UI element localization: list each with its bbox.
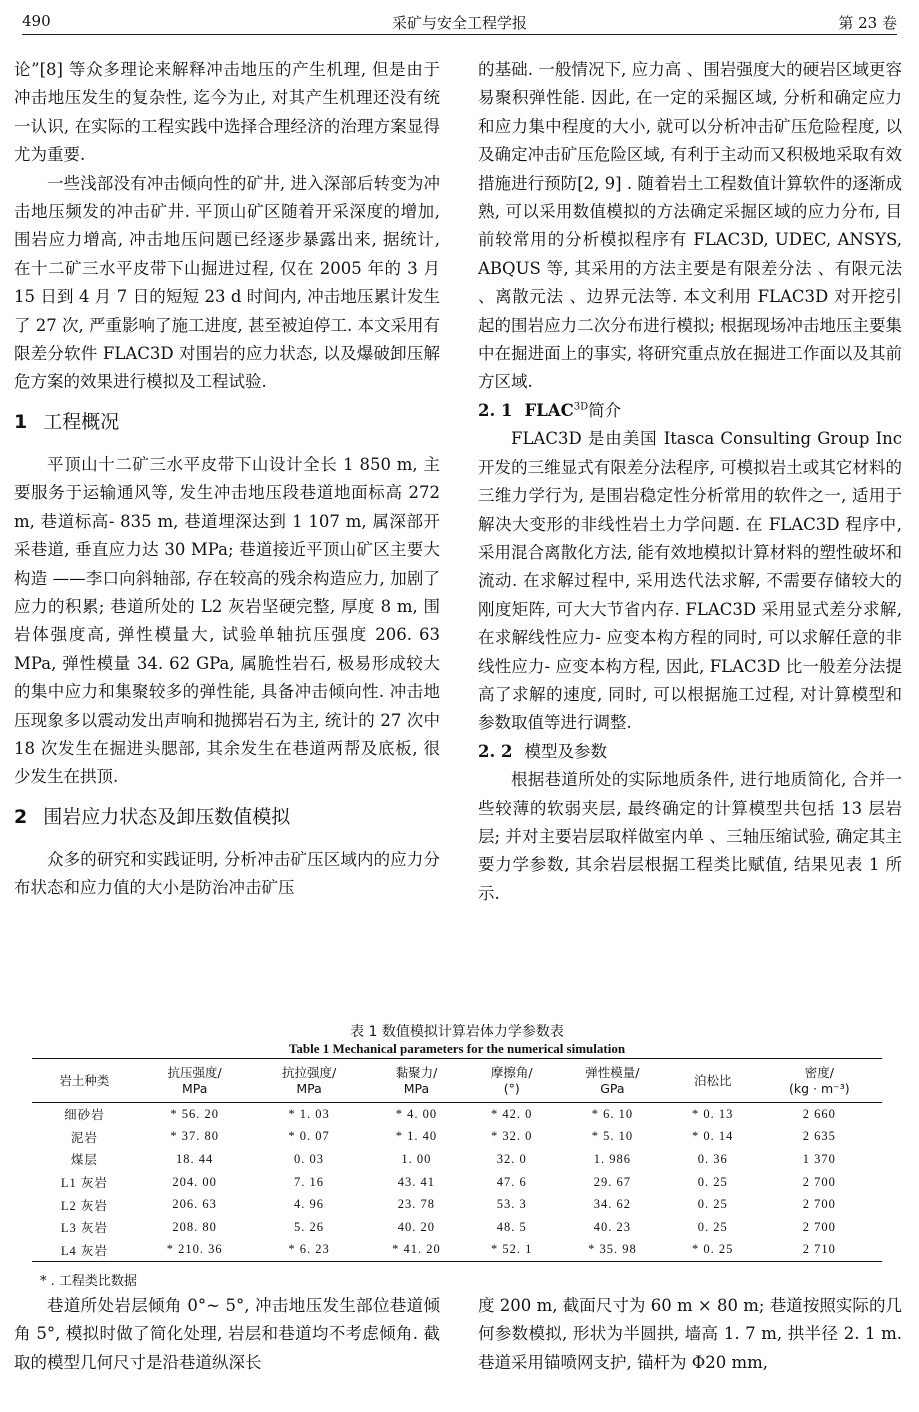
paragraph: 论”[8] 等众多理论来解释冲击地压的产生机理, 但是由于冲击地压发生的复杂性, 迄今为止, 对其产生机理还没有统一认识, 在实际的工程实践中选择合理经济的治理方案显得尤为重要. bbox=[14, 60, 440, 165]
table-body bbox=[32, 1103, 882, 1262]
table-cell: * 0. 13 bbox=[692, 1106, 734, 1121]
table-cell: 煤层 bbox=[70, 1153, 98, 1168]
section-title: 围岩应力状态及卸压数值模拟 bbox=[43, 805, 291, 828]
table-cell: 29. 67 bbox=[593, 1174, 631, 1189]
table-cell: * 0. 14 bbox=[692, 1129, 734, 1144]
table-cell: * 0. 25 bbox=[692, 1242, 734, 1257]
table-cell: * 35. 98 bbox=[588, 1242, 637, 1257]
table-header-text: 弹性模量/ bbox=[585, 1065, 640, 1080]
paragraph: 巷道所处岩层倾角 0°~ 5°, 冲击地压发生部位巷道倾角 5°, 模拟时做了简化处理, 岩层和巷道均不考虑倾角. 截取的模型几何尺寸是沿巷道纵深长 bbox=[14, 1296, 440, 1372]
table-row bbox=[32, 1216, 882, 1239]
table-note: * . 工程类比数据 bbox=[40, 1274, 137, 1289]
table-cell: 1. 00 bbox=[401, 1151, 432, 1166]
table-header-text: MPa bbox=[296, 1081, 322, 1096]
table-cell: * 42. 0 bbox=[491, 1106, 533, 1121]
table-cell: * 0. 07 bbox=[288, 1129, 330, 1144]
table-header-text: 岩土种类 bbox=[59, 1073, 110, 1088]
table-cell: * 56. 20 bbox=[170, 1106, 219, 1121]
section-title: 工程概况 bbox=[43, 410, 120, 433]
table-cell: 泥岩 bbox=[70, 1130, 98, 1145]
table-cell: * 210. 36 bbox=[166, 1242, 223, 1257]
subsection-heading-2-2 bbox=[478, 738, 902, 766]
table-cell: 2 700 bbox=[802, 1219, 836, 1234]
table-cell: L4 灰岩 bbox=[60, 1243, 108, 1258]
subsection-number: 2. 1 bbox=[478, 400, 513, 420]
table-cell: * 1. 03 bbox=[288, 1106, 330, 1121]
section-number: 2 bbox=[14, 805, 28, 828]
table-header-cell bbox=[757, 1059, 882, 1103]
table-cell: * 5. 10 bbox=[591, 1129, 634, 1144]
table-cell: L1 灰岩 bbox=[60, 1176, 108, 1191]
table-row bbox=[32, 1126, 882, 1149]
page-header bbox=[22, 8, 897, 35]
table-header-text: MPa bbox=[403, 1081, 430, 1096]
section-heading-1 bbox=[14, 407, 440, 437]
paragraph: 根据巷道所处的实际地质条件, 进行地质简化, 合并一些较薄的软弱夹层, 最终确定的计算模型共包括 13 层岩层; 并对主要岩层取样做室内单 、三轴压缩试验, 确定其主要力学参数, 其余岩层根据工程类比赋值, 结果见表 1 所示. bbox=[478, 770, 902, 903]
subsection-title bbox=[524, 401, 621, 420]
table-cell: 0. 25 bbox=[697, 1219, 728, 1234]
right-column bbox=[478, 56, 902, 908]
table-cell: 206. 63 bbox=[172, 1197, 217, 1212]
table-row bbox=[32, 1171, 882, 1194]
table-cell: 1. 986 bbox=[593, 1151, 631, 1166]
right-column-bottom bbox=[478, 1292, 902, 1377]
table-cell: * 37. 80 bbox=[170, 1129, 219, 1144]
table-row bbox=[32, 1193, 882, 1216]
table-header-cell bbox=[556, 1059, 669, 1103]
table-cell: * 32. 0 bbox=[491, 1129, 533, 1144]
table-header-text: 抗压强度/ bbox=[167, 1065, 222, 1080]
subsection-title-rest: 简介 bbox=[588, 400, 622, 420]
table-cell: * 6. 23 bbox=[288, 1242, 330, 1257]
left-column-bottom bbox=[14, 1292, 440, 1377]
table-header-text: GPa bbox=[600, 1081, 625, 1096]
subsection-number: 2. 2 bbox=[478, 741, 513, 761]
table-cell: * 1. 40 bbox=[395, 1129, 438, 1144]
table-cell: 0. 25 bbox=[697, 1174, 728, 1189]
table-row bbox=[32, 1239, 882, 1262]
table-header-text: (°) bbox=[503, 1081, 520, 1096]
paragraph: 的基础. 一般情况下, 应力高 、围岩强度大的硬岩区域更容易聚积弹性能. 因此, 在一定的采掘区域, 分析和确定应力和应力集中程度的大小, 就可以分析冲击矿压危险程度, 以及确定冲击矿压危险区域, 有利于主动而又积极地采取有效措施进行预防[2, 9] . 随着岩土工程数值计算软件的逐渐成熟, 可以采用数值模拟的方法确定采掘区域的应力分布, 目前较常用的分析模拟程序有 FLAC3D, UDEC, ANSYS, ABQUS 等, 其采用的方法主要是有限差分法 、有限元法 、离散元法 、边界元法等. 本文利用 FLAC3D 对开挖引起的围岩应力二次分布进行模拟; 根据现场冲击地压主要集中在掘进面上的事实, 将研究重点放在掘进工作面以及其前方区域. bbox=[478, 60, 902, 392]
table-header-cell bbox=[32, 1059, 137, 1103]
table-header-text: 黏聚力/ bbox=[395, 1065, 438, 1080]
table-cell: 2 700 bbox=[802, 1197, 836, 1212]
table-cell: 0. 03 bbox=[294, 1151, 325, 1166]
table-header-row bbox=[32, 1059, 882, 1103]
table-header-text: 泊松比 bbox=[693, 1073, 732, 1088]
table-cell: 48. 5 bbox=[496, 1219, 527, 1234]
table-cell: 47. 6 bbox=[496, 1174, 527, 1189]
table-cell: * 52. 1 bbox=[491, 1242, 533, 1257]
table-header-cell bbox=[137, 1059, 253, 1103]
table-header-text: 密度/ bbox=[804, 1065, 834, 1080]
subsection-heading-2-1 bbox=[478, 397, 902, 425]
table-cell: 7. 16 bbox=[294, 1174, 325, 1189]
paragraph: 一些浅部没有冲击倾向性的矿井, 进入深部后转变为冲击地压频发的冲击矿井. 平顶山矿区随着开采深度的增加, 围岩应力增高, 冲击地压问题已经逐步暴露出来, 据统计, 在十二矿三水平皮带下山掘进过程, 仅在 2005 年的 3 月 15 日到 4 月 7 日的短短 23 d 时间内, 冲击地压累计发生了 27 次, 严重影响了施工进度, 甚至被迫停工. 本文采用有限差分软件 FLAC3D 对围岩的应力状态, 以及爆破卸压解危方案的效果进行模拟及工程试验. bbox=[14, 173, 440, 392]
left-column bbox=[14, 56, 440, 903]
table-cell: 5. 26 bbox=[294, 1219, 325, 1234]
table-header-text: 摩擦角/ bbox=[490, 1065, 533, 1080]
section-number: 1 bbox=[14, 410, 28, 433]
page-number: 490 bbox=[22, 12, 51, 30]
parameters-table bbox=[32, 1058, 882, 1262]
paragraph: FLAC3D 是由美国 Itasca Consulting Group Inc 开发的三维显式有限差分法程序, 可模拟岩土或其它材料的三维力学行为, 是围岩稳定性分析常用的软件之一, 适用于解决大变形的非线性岩土力学问题. 在 FLAC3D 程序中, 采用混合离散化方法, 能有效地模拟计算材料的塑性破坏和流动. 在求解过程中, 采用迭代法求解, 不需要存储较大的刚度矩阵, 可大大节省内存. FLAC3D 采用显式差分求解, 在求解线性应力- 应变本构方程的同时, 可以求解任意的非线性应力- 应变本构方程, 因此, FLAC3D 比一般差分法提高了求解的速度, 同时, 可以根据施工过程, 对计算模型和参数取值等进行调整. bbox=[478, 429, 902, 733]
paragraph: 平顶山十二矿三水平皮带下山设计全长 1 850 m, 主要服务于运输通风等, 发生冲击地压段巷道地面标高 272 m, 巷道标高- 835 m, 巷道埋深达到 1 107 m, 属深部开采巷道, 垂直应力达 30 MPa; 巷道接近平顶山矿区主要大构造 ——李口向斜轴部, 存在较高的残余构造应力, 加剧了应力的积累; 巷道所处的 L2 灰岩坚硬完整, 厚度 8 m, 围岩体强度高, 弹性模量大, 试验单轴抗压强度 206. 63 MPa, 弹性模量 34. 62 GPa, 属脆性岩石, 极易形成较大的集中应力和集聚较多的弹性能, 具备冲击倾向性. 冲击地压现象多以震动发出声响和抛掷岩石为主, 统计的 27 次中 18 次发生在掘进头腮部, 其余发生在巷道两帮及底板, 很少发生在拱顶. bbox=[14, 454, 440, 787]
table-cell: 43. 41 bbox=[397, 1174, 436, 1189]
journal-name: 采矿与安全工程学报 bbox=[391, 14, 527, 32]
table-cell: 1 370 bbox=[802, 1151, 836, 1166]
table-cell: * 41. 20 bbox=[392, 1242, 441, 1257]
table-header-text: MPa bbox=[181, 1081, 208, 1096]
table-header-cell bbox=[253, 1059, 366, 1103]
table-header-cell bbox=[467, 1059, 556, 1103]
table-cell: 23. 78 bbox=[397, 1197, 436, 1212]
table-caption-en: Table 1 Mechanical parameters for the numerical simulation bbox=[288, 1041, 626, 1056]
table-cell: 18. 44 bbox=[176, 1151, 214, 1166]
table-cell: * 6. 10 bbox=[591, 1106, 634, 1121]
table-cell: 204. 00 bbox=[172, 1174, 217, 1189]
table-header-cell bbox=[669, 1059, 757, 1103]
section-heading-2 bbox=[14, 802, 440, 832]
table-header-text: 抗拉强度/ bbox=[281, 1065, 337, 1080]
table-header-cell bbox=[365, 1059, 467, 1103]
table-cell: 40. 20 bbox=[397, 1219, 436, 1234]
table-cell: 细砂岩 bbox=[64, 1108, 105, 1123]
table-cell: 2 710 bbox=[802, 1242, 836, 1257]
table-header-text: (kg · m⁻³) bbox=[789, 1081, 850, 1096]
table-cell: 2 660 bbox=[802, 1106, 836, 1121]
subsection-title: 模型及参数 bbox=[524, 741, 607, 761]
table-cell: 40. 23 bbox=[593, 1219, 631, 1234]
table-row bbox=[32, 1103, 882, 1126]
table-caption-cn: 表 1 数值模拟计算岩体力学参数表 bbox=[350, 1024, 564, 1040]
subsection-title-sup: 3D bbox=[573, 401, 589, 413]
table-cell: 53. 3 bbox=[496, 1197, 527, 1212]
paragraph: 度 200 m, 截面尺寸为 60 m × 80 m; 巷道按照实际的几何参数模拟, 形状为半圆拱, 墙高 1. 7 m, 拱半径 2. 1 m. 巷道采用锚喷网支护, 锚杆为 Φ20 mm, bbox=[478, 1296, 902, 1372]
table-cell: L2 灰岩 bbox=[60, 1198, 108, 1213]
table-cell: 2 635 bbox=[802, 1129, 836, 1144]
table-cell: L3 灰岩 bbox=[60, 1221, 108, 1236]
table-cell: 4. 96 bbox=[294, 1197, 325, 1212]
table-cell: 208. 80 bbox=[172, 1219, 217, 1234]
table-cell: 32. 0 bbox=[496, 1151, 527, 1166]
parameters-table-block bbox=[32, 1024, 882, 1262]
table-cell: 2 700 bbox=[802, 1174, 836, 1189]
table-cell: 34. 62 bbox=[593, 1197, 631, 1212]
subsection-title-main: FLAC bbox=[524, 400, 574, 420]
volume-label: 第 23 卷 bbox=[838, 14, 897, 32]
paragraph: 众多的研究和实践证明, 分析冲击矿压区域内的应力分布状态和应力值的大小是防治冲击矿压 bbox=[14, 849, 440, 898]
table-cell: 0. 25 bbox=[697, 1197, 728, 1212]
table-cell: * 4. 00 bbox=[395, 1106, 438, 1121]
table-row bbox=[32, 1148, 882, 1171]
table-cell: 0. 36 bbox=[697, 1151, 728, 1166]
